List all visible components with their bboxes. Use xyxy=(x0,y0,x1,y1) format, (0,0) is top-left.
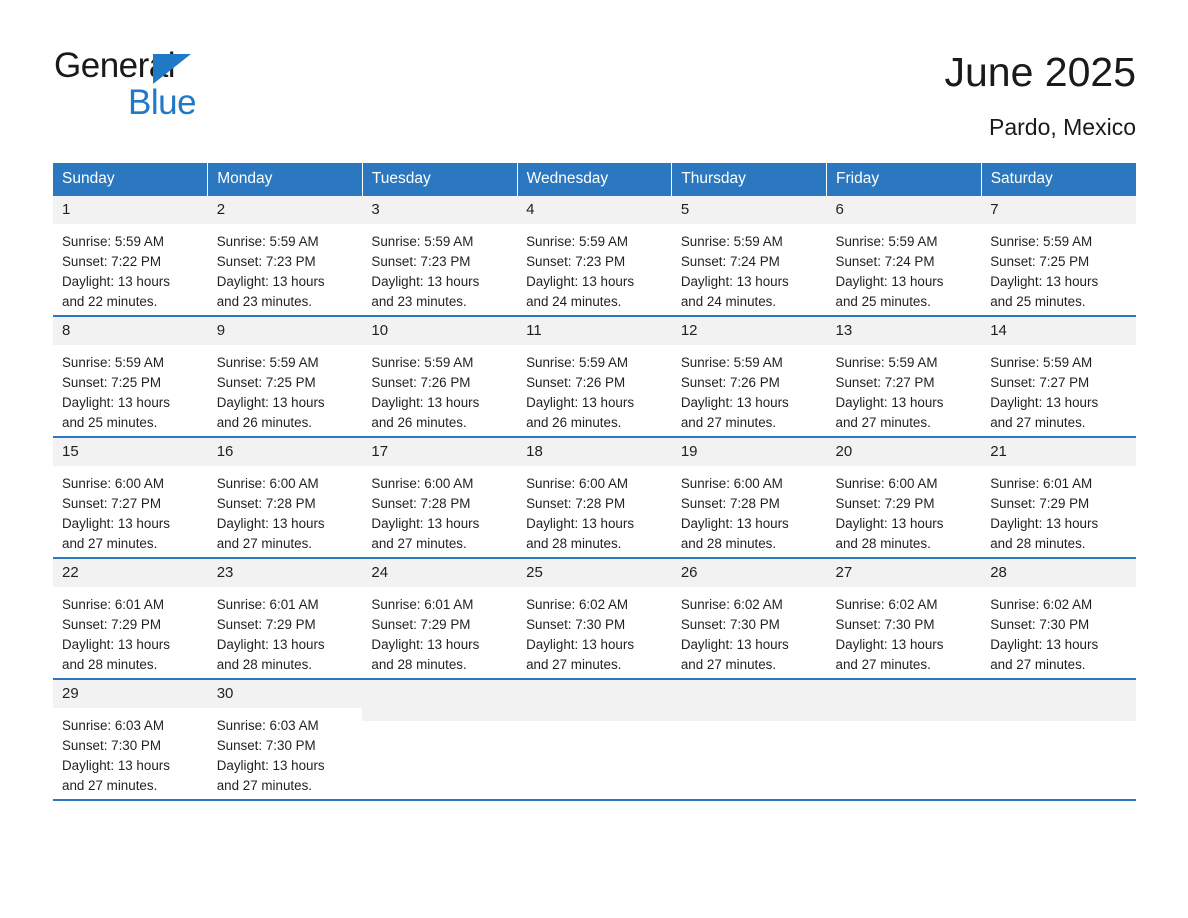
daylight-text-line1: Daylight: 13 hours xyxy=(835,637,944,653)
day-cell xyxy=(362,558,517,679)
day-number: 20 xyxy=(827,438,982,466)
daylight-text-line2: and 27 minutes. xyxy=(680,657,777,673)
day-cell xyxy=(208,558,363,679)
sunrise-text: Sunrise: 6:01 AM xyxy=(216,597,319,613)
day-info xyxy=(53,466,208,554)
daylight-text-line2: and 26 minutes. xyxy=(371,415,467,431)
day-cell xyxy=(672,196,827,316)
daylight-text-line2: and 27 minutes. xyxy=(62,536,158,552)
daylight-text-line1: Daylight: 13 hours xyxy=(835,516,944,532)
sunset-text: Sunset: 7:30 PM xyxy=(216,738,316,754)
sunset-text: Sunset: 7:28 PM xyxy=(371,496,471,512)
daylight-text-line1: Daylight: 13 hours xyxy=(216,758,325,774)
sunrise-text: Sunrise: 6:02 AM xyxy=(680,597,783,613)
sunrise-text: Sunrise: 5:59 AM xyxy=(835,355,938,371)
day-number: 6 xyxy=(827,196,982,224)
sunrise-text: Sunrise: 5:59 AM xyxy=(371,355,474,371)
weekday-header-monday: Monday xyxy=(208,163,363,196)
daylight-text-line1: Daylight: 13 hours xyxy=(216,395,325,411)
day-number: 12 xyxy=(672,317,827,345)
day-info xyxy=(362,224,517,312)
page-header xyxy=(0,0,1188,141)
day-number: 28 xyxy=(981,559,1136,587)
daylight-text-line1: Daylight: 13 hours xyxy=(526,395,635,411)
day-number: 19 xyxy=(672,438,827,466)
daylight-text-line1: Daylight: 13 hours xyxy=(216,637,325,653)
sunrise-text: Sunrise: 6:00 AM xyxy=(680,476,783,492)
sunrise-text: Sunrise: 6:00 AM xyxy=(526,476,629,492)
day-info xyxy=(672,224,827,312)
day-info xyxy=(517,587,672,675)
daylight-text-line2: and 27 minutes. xyxy=(526,657,622,673)
day-number: 17 xyxy=(362,438,517,466)
daylight-text-line1: Daylight: 13 hours xyxy=(371,637,480,653)
day-cell xyxy=(208,437,363,558)
day-cell xyxy=(517,437,672,558)
sunset-text: Sunset: 7:25 PM xyxy=(216,375,316,391)
daylight-text-line1: Daylight: 13 hours xyxy=(835,274,944,290)
logo-generalblue xyxy=(54,48,196,120)
day-info xyxy=(827,345,982,433)
day-number: 24 xyxy=(362,559,517,587)
day-number: 22 xyxy=(53,559,208,587)
daylight-text-line2: and 27 minutes. xyxy=(371,536,467,552)
day-info xyxy=(827,224,982,312)
sunrise-text: Sunrise: 5:59 AM xyxy=(371,234,474,250)
day-number: 23 xyxy=(208,559,363,587)
day-cell xyxy=(827,558,982,679)
sunset-text: Sunset: 7:30 PM xyxy=(62,738,161,754)
sunrise-text: Sunrise: 5:59 AM xyxy=(62,234,164,250)
sunrise-text: Sunrise: 5:59 AM xyxy=(62,355,164,371)
day-cell xyxy=(362,196,517,316)
sunrise-text: Sunrise: 6:01 AM xyxy=(62,597,164,613)
daylight-text-line2: and 25 minutes. xyxy=(62,415,158,431)
day-number: 7 xyxy=(981,196,1136,224)
daylight-text-line2: and 22 minutes. xyxy=(62,294,158,310)
daylight-text-line1: Daylight: 13 hours xyxy=(62,274,170,290)
location-subtitle: Pardo, Mexico xyxy=(988,114,1136,141)
day-cell xyxy=(981,558,1136,679)
daylight-text-line1: Daylight: 13 hours xyxy=(62,395,170,411)
daylight-text-line2: and 26 minutes. xyxy=(526,415,622,431)
day-number: 1 xyxy=(53,196,208,224)
sunset-text: Sunset: 7:29 PM xyxy=(990,496,1090,512)
sunrise-text: Sunrise: 5:59 AM xyxy=(526,234,629,250)
day-cell xyxy=(53,196,208,316)
sunrise-text: Sunrise: 6:00 AM xyxy=(371,476,474,492)
day-info xyxy=(208,708,363,796)
sunset-text: Sunset: 7:30 PM xyxy=(680,617,780,633)
daylight-text-line2: and 24 minutes. xyxy=(680,294,777,310)
day-info xyxy=(53,587,208,675)
daylight-text-line1: Daylight: 13 hours xyxy=(990,637,1099,653)
daylight-text-line1: Daylight: 13 hours xyxy=(62,758,170,774)
daylight-text-line2: and 27 minutes. xyxy=(835,415,931,431)
day-number: 4 xyxy=(517,196,672,224)
day-cell xyxy=(981,316,1136,437)
day-info xyxy=(53,345,208,433)
daylight-text-line2: and 28 minutes. xyxy=(371,657,467,673)
week-row xyxy=(53,196,1136,316)
day-cell xyxy=(517,196,672,316)
daylight-text-line1: Daylight: 13 hours xyxy=(680,395,789,411)
day-info xyxy=(208,587,363,675)
daylight-text-line2: and 28 minutes. xyxy=(526,536,622,552)
daylight-text-line2: and 27 minutes. xyxy=(990,415,1086,431)
week-row xyxy=(53,679,1136,800)
day-cell-empty xyxy=(517,679,672,800)
sunset-text: Sunset: 7:26 PM xyxy=(371,375,471,391)
sunrise-text: Sunrise: 5:59 AM xyxy=(680,234,783,250)
sunset-text: Sunset: 7:22 PM xyxy=(62,254,161,270)
sunset-text: Sunset: 7:27 PM xyxy=(835,375,935,391)
day-cell xyxy=(827,196,982,316)
daylight-text-line1: Daylight: 13 hours xyxy=(680,516,789,532)
day-number: 25 xyxy=(517,559,672,587)
day-info xyxy=(362,345,517,433)
day-number: 18 xyxy=(517,438,672,466)
day-cell xyxy=(517,316,672,437)
day-number: 30 xyxy=(208,680,363,708)
sunrise-text: Sunrise: 6:00 AM xyxy=(62,476,164,492)
sunrise-text: Sunrise: 5:59 AM xyxy=(835,234,938,250)
logo-triangle-icon xyxy=(153,54,191,84)
sunset-text: Sunset: 7:26 PM xyxy=(526,375,626,391)
day-cell-empty xyxy=(672,679,827,800)
day-number xyxy=(827,680,982,721)
weekday-header-saturday: Saturday xyxy=(981,163,1136,196)
day-number: 21 xyxy=(981,438,1136,466)
day-number: 26 xyxy=(672,559,827,587)
day-number: 5 xyxy=(672,196,827,224)
sunrise-text: Sunrise: 6:03 AM xyxy=(216,718,319,734)
day-cell-empty xyxy=(827,679,982,800)
page-title: June 2025 xyxy=(944,49,1136,95)
daylight-text-line2: and 28 minutes. xyxy=(216,657,312,673)
day-number: 29 xyxy=(53,680,208,708)
daylight-text-line2: and 24 minutes. xyxy=(526,294,622,310)
day-number: 27 xyxy=(827,559,982,587)
day-number: 15 xyxy=(53,438,208,466)
day-info xyxy=(517,224,672,312)
daylight-text-line1: Daylight: 13 hours xyxy=(216,516,325,532)
day-number: 9 xyxy=(208,317,363,345)
day-cell xyxy=(208,196,363,316)
day-info xyxy=(672,466,827,554)
title-block xyxy=(944,48,1136,141)
sunrise-text: Sunrise: 6:01 AM xyxy=(371,597,474,613)
sunset-text: Sunset: 7:24 PM xyxy=(835,254,935,270)
weekday-header-sunday: Sunday xyxy=(53,163,208,196)
daylight-text-line1: Daylight: 13 hours xyxy=(371,395,480,411)
day-info xyxy=(981,466,1136,554)
sunset-text: Sunset: 7:25 PM xyxy=(62,375,161,391)
daylight-text-line1: Daylight: 13 hours xyxy=(216,274,325,290)
sunrise-text: Sunrise: 6:02 AM xyxy=(835,597,938,613)
daylight-text-line1: Daylight: 13 hours xyxy=(835,395,944,411)
daylight-text-line1: Daylight: 13 hours xyxy=(526,274,635,290)
day-info xyxy=(517,466,672,554)
daylight-text-line2: and 28 minutes. xyxy=(680,536,777,552)
sunset-text: Sunset: 7:29 PM xyxy=(216,617,316,633)
daylight-text-line2: and 26 minutes. xyxy=(216,415,312,431)
day-cell xyxy=(981,437,1136,558)
day-cell xyxy=(672,558,827,679)
day-info xyxy=(208,466,363,554)
sunset-text: Sunset: 7:29 PM xyxy=(835,496,935,512)
weekday-header-wednesday: Wednesday xyxy=(517,163,672,196)
day-number xyxy=(517,680,672,721)
daylight-text-line2: and 28 minutes. xyxy=(835,536,931,552)
sunset-text: Sunset: 7:29 PM xyxy=(371,617,471,633)
day-cell xyxy=(672,437,827,558)
day-info xyxy=(981,345,1136,433)
day-number xyxy=(362,680,517,721)
day-cell xyxy=(53,437,208,558)
sunrise-text: Sunrise: 5:59 AM xyxy=(216,355,319,371)
day-number: 13 xyxy=(827,317,982,345)
sunrise-text: Sunrise: 5:59 AM xyxy=(990,355,1093,371)
sunrise-text: Sunrise: 5:59 AM xyxy=(990,234,1093,250)
sunset-text: Sunset: 7:27 PM xyxy=(62,496,161,512)
daylight-text-line1: Daylight: 13 hours xyxy=(526,637,635,653)
day-info xyxy=(53,224,208,312)
day-cell xyxy=(672,316,827,437)
day-cell xyxy=(362,437,517,558)
sunset-text: Sunset: 7:26 PM xyxy=(680,375,780,391)
daylight-text-line1: Daylight: 13 hours xyxy=(371,516,480,532)
day-info xyxy=(362,466,517,554)
sunrise-text: Sunrise: 6:00 AM xyxy=(835,476,938,492)
day-cell xyxy=(53,679,208,800)
day-number xyxy=(981,680,1136,721)
day-number: 14 xyxy=(981,317,1136,345)
weekday-header-row xyxy=(53,163,1136,196)
week-row xyxy=(53,437,1136,558)
day-info xyxy=(208,224,363,312)
daylight-text-line2: and 27 minutes. xyxy=(216,778,312,794)
daylight-text-line2: and 27 minutes. xyxy=(62,778,158,794)
day-cell xyxy=(208,316,363,437)
day-number: 2 xyxy=(208,196,363,224)
daylight-text-line1: Daylight: 13 hours xyxy=(526,516,635,532)
sunrise-text: Sunrise: 6:01 AM xyxy=(990,476,1093,492)
daylight-text-line1: Daylight: 13 hours xyxy=(680,637,789,653)
daylight-text-line2: and 23 minutes. xyxy=(216,294,312,310)
daylight-text-line1: Daylight: 13 hours xyxy=(990,516,1099,532)
daylight-text-line2: and 28 minutes. xyxy=(990,536,1086,552)
daylight-text-line2: and 27 minutes. xyxy=(835,657,931,673)
day-info xyxy=(672,587,827,675)
weekday-header-friday: Friday xyxy=(827,163,982,196)
logo-text-blue: Blue xyxy=(128,83,197,122)
day-cell xyxy=(53,316,208,437)
logo-text-general: General xyxy=(54,46,176,85)
day-info xyxy=(672,345,827,433)
sunrise-sunset-calendar xyxy=(53,163,1136,801)
sunrise-text: Sunrise: 6:03 AM xyxy=(62,718,164,734)
daylight-text-line1: Daylight: 13 hours xyxy=(990,395,1099,411)
day-cell xyxy=(208,679,363,800)
sunset-text: Sunset: 7:23 PM xyxy=(216,254,316,270)
day-info xyxy=(208,345,363,433)
daylight-text-line2: and 25 minutes. xyxy=(835,294,931,310)
daylight-text-line2: and 23 minutes. xyxy=(371,294,467,310)
day-cell xyxy=(53,558,208,679)
sunrise-text: Sunrise: 5:59 AM xyxy=(526,355,629,371)
sunset-text: Sunset: 7:23 PM xyxy=(526,254,626,270)
day-info xyxy=(517,345,672,433)
day-info xyxy=(827,466,982,554)
day-cell xyxy=(827,437,982,558)
day-cell xyxy=(827,316,982,437)
daylight-text-line1: Daylight: 13 hours xyxy=(371,274,480,290)
day-info xyxy=(362,587,517,675)
sunset-text: Sunset: 7:24 PM xyxy=(680,254,780,270)
day-cell-empty xyxy=(981,679,1136,800)
sunset-text: Sunset: 7:25 PM xyxy=(990,254,1090,270)
day-number: 8 xyxy=(53,317,208,345)
daylight-text-line2: and 27 minutes. xyxy=(990,657,1086,673)
day-info xyxy=(981,224,1136,312)
sunrise-text: Sunrise: 5:59 AM xyxy=(216,234,319,250)
day-info xyxy=(981,587,1136,675)
sunset-text: Sunset: 7:28 PM xyxy=(680,496,780,512)
sunset-text: Sunset: 7:28 PM xyxy=(216,496,316,512)
week-row xyxy=(53,316,1136,437)
weekday-header-thursday: Thursday xyxy=(672,163,827,196)
day-cell xyxy=(517,558,672,679)
daylight-text-line2: and 27 minutes. xyxy=(216,536,312,552)
sunset-text: Sunset: 7:30 PM xyxy=(990,617,1090,633)
weekday-header-tuesday: Tuesday xyxy=(362,163,517,196)
week-row xyxy=(53,558,1136,679)
sunset-text: Sunset: 7:30 PM xyxy=(835,617,935,633)
day-number: 16 xyxy=(208,438,363,466)
sunset-text: Sunset: 7:23 PM xyxy=(371,254,471,270)
sunrise-text: Sunrise: 6:02 AM xyxy=(526,597,629,613)
sunset-text: Sunset: 7:29 PM xyxy=(62,617,161,633)
day-cell xyxy=(362,316,517,437)
day-number: 10 xyxy=(362,317,517,345)
day-info xyxy=(827,587,982,675)
day-cell xyxy=(981,196,1136,316)
sunrise-text: Sunrise: 5:59 AM xyxy=(680,355,783,371)
sunrise-text: Sunrise: 6:02 AM xyxy=(990,597,1093,613)
day-number xyxy=(672,680,827,721)
sunset-text: Sunset: 7:28 PM xyxy=(526,496,626,512)
day-cell-empty xyxy=(362,679,517,800)
day-number: 11 xyxy=(517,317,672,345)
sunrise-text: Sunrise: 6:00 AM xyxy=(216,476,319,492)
sunset-text: Sunset: 7:30 PM xyxy=(526,617,626,633)
daylight-text-line2: and 27 minutes. xyxy=(680,415,777,431)
daylight-text-line1: Daylight: 13 hours xyxy=(990,274,1099,290)
sunset-text: Sunset: 7:27 PM xyxy=(990,375,1090,391)
daylight-text-line1: Daylight: 13 hours xyxy=(680,274,789,290)
daylight-text-line2: and 25 minutes. xyxy=(990,294,1086,310)
day-info xyxy=(53,708,208,796)
daylight-text-line1: Daylight: 13 hours xyxy=(62,637,170,653)
daylight-text-line1: Daylight: 13 hours xyxy=(62,516,170,532)
daylight-text-line2: and 28 minutes. xyxy=(62,657,158,673)
day-number: 3 xyxy=(362,196,517,224)
